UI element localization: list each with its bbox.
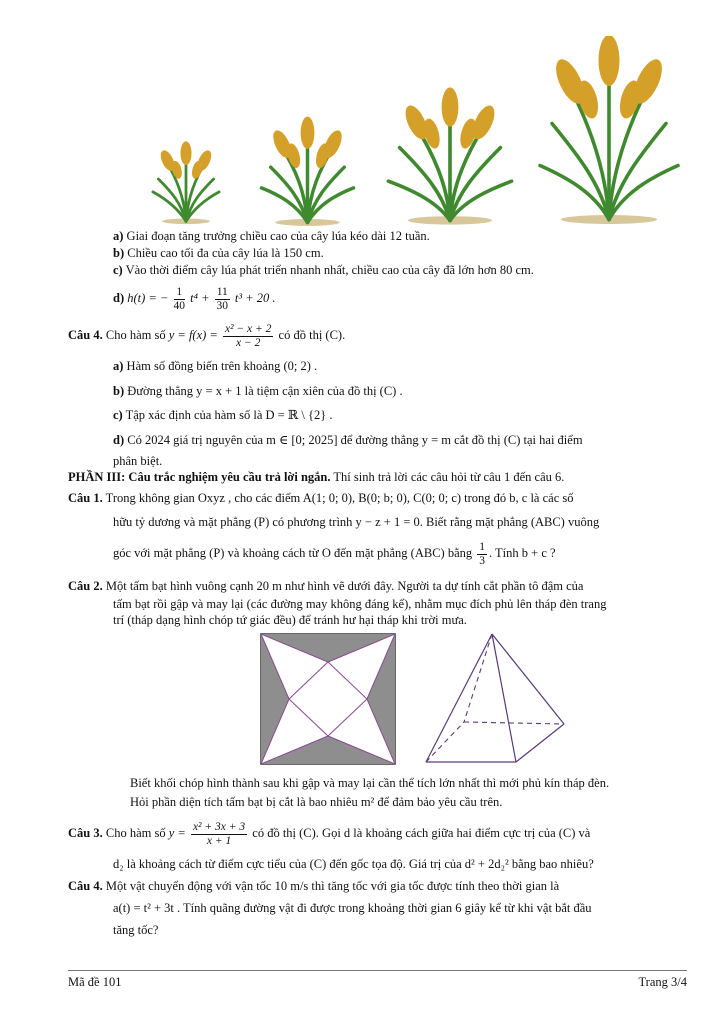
p3q2-line5: Hỏi phần diện tích tấm bạt bị cắt là bao nhiêu m² để đảm bảo yêu cầu trên. xyxy=(130,795,503,809)
footer-exam-code: Mã đề 101 xyxy=(68,975,122,989)
q4-item-d: d) Có 2024 giá trị nguyên của m ∈ [0; 2025] để đường thẳng y = m cắt đồ thị (C) tại hai điểm xyxy=(113,433,583,447)
p3q2-line4: Biết khối chóp hình thành sau khi gập và may lại cần thể tích lớn nhất thì mới phủ kín tháp đèn. xyxy=(130,776,610,790)
part3-heading: PHẦN III: Câu trắc nghiệm yêu cầu trả lời ngắn. Thí sinh trả lời các câu hỏi từ câu 1 đến câu 6. xyxy=(68,470,565,484)
rice-plant-1 xyxy=(140,133,232,225)
p3q4-line3: tăng tốc? xyxy=(113,923,159,937)
rice-plant-4 xyxy=(534,36,684,226)
p3q3-line1: Câu 3. Cho hàm số y = $\frac{\text{x² + 3x + 3}}{x + 1}$ có đồ thị (C). Gọi d là khoảng cách giữa hai điểm cực trị của (C) và xyxy=(68,820,591,847)
q3-item-c: c) Vào thời điểm cây lúa phát triển nhanh nhất, chiều cao của cây đã lớn hơn 80 cm. xyxy=(113,263,534,277)
p3q2-line1: Câu 2. Một tấm bạt hình vuông cạnh 20 m như hình vẽ dưới đây. Người ta dự tính cắt phần tô đậm của xyxy=(68,579,584,593)
p3q4-line1: Câu 4. Một vật chuyển động với vận tốc 10 m/s thì tăng tốc với gia tốc được tính theo thời gian là xyxy=(68,879,560,893)
q3-item-d: d) h(t) = − $\frac{1}{40}$ t⁴ + $\frac{11}{30}$ t³ + 20 . xyxy=(113,285,276,312)
pyramid-figure xyxy=(420,630,570,768)
q4-item-b: b) Đường thẳng y = x + 1 là tiệm cận xiên của đồ thị (C) . xyxy=(113,384,403,398)
p3q1-line3: góc với mặt phẳng (P) và khoảng cách từ O đến mặt phẳng (ABC) bằng $\frac{1}{3}$ . Tính b + c ? xyxy=(113,540,556,567)
rice-plant-2 xyxy=(250,112,365,227)
q4-stem: Câu 4. Cho hàm số y = f(x) = $\frac{\text{x² − x + 2}}{x - 2}$ có đồ thị (C). xyxy=(68,322,346,349)
p3q2-line3: trí (tháp dạng hình chóp tứ giác đều) để tránh hư hại tháp khi trời mưa. xyxy=(113,613,467,627)
q4-item-a: a) Hàm số đồng biến trên khoảng (0; 2) . xyxy=(113,359,318,373)
p3q4-line2: a(t) = t² + 3t . Tính quãng đường vật đi được trong khoảng thời gian 6 giây kể từ khi vật bắt đầu xyxy=(113,901,592,915)
p3q1-line2: hữu tỷ dương và mặt phẳng (P) có phương trình y − z + 1 = 0. Biết rằng mặt phẳng (ABC) vuông xyxy=(113,515,600,529)
footer-page-number: Trang 3/4 xyxy=(638,975,687,989)
rice-plant-3 xyxy=(380,86,520,226)
q3-item-a: a) Giai đoạn tăng trưởng chiều cao của cây lúa kéo dài 12 tuần. xyxy=(113,229,430,243)
square-tarp-figure xyxy=(259,632,397,766)
p3q2-line2: tấm bạt rồi gập và may lại (các đường may không đáng kể), nhằm mục đích phủ lên tháp đèn trang xyxy=(113,597,607,611)
p3q3-line2: d₂ là khoảng cách từ điểm cực tiểu của (C) đến gốc tọa độ. Giá trị của d² + 2d₂² bằng bao nhiêu? xyxy=(113,857,594,871)
q4-item-c: c) Tập xác định của hàm số là D = ℝ \ {2} . xyxy=(113,408,333,422)
footer-rule xyxy=(68,970,687,971)
p3q1-line1: Câu 1. Trong không gian Oxyz , cho các điểm A(1; 0; 0), B(0; b; 0), C(0; 0; c) trong đó b, c là các số xyxy=(68,491,574,505)
q3-item-b: b) Chiều cao tối đa của cây lúa là 150 cm. xyxy=(113,246,324,260)
q4-item-d-cont: phân biệt. xyxy=(113,454,163,468)
